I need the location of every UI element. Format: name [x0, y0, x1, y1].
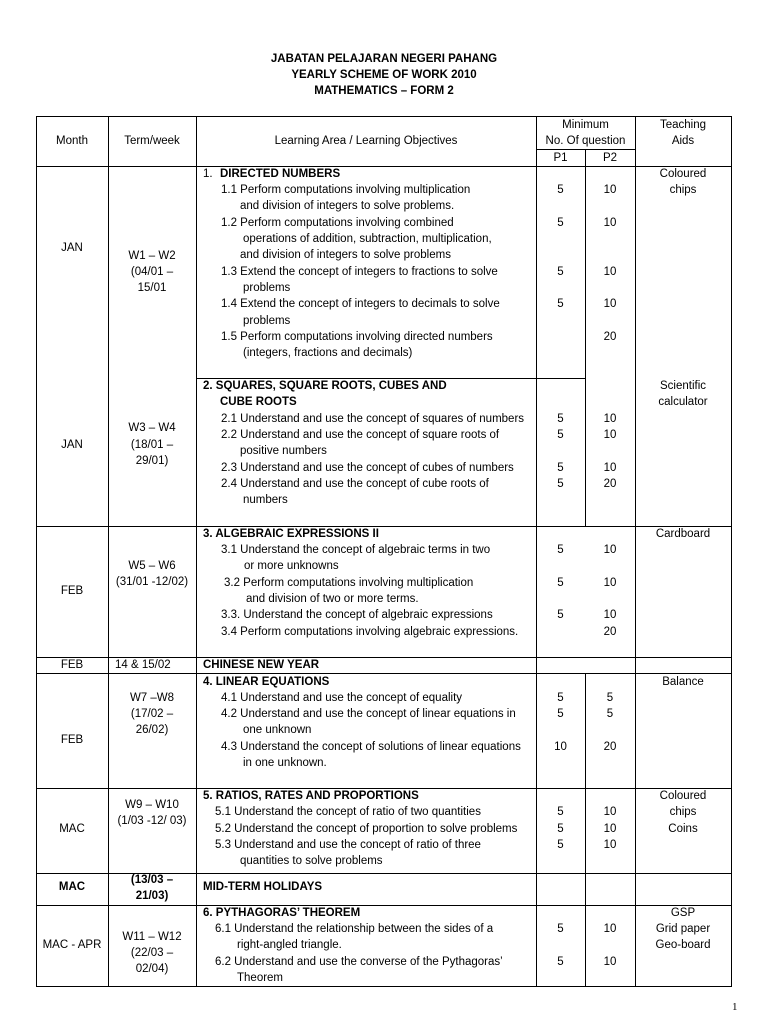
- p2-count: 10: [603, 544, 617, 556]
- row-month: FEB: [60, 585, 84, 597]
- row-week: 21/03): [135, 890, 169, 902]
- p2-count: 20: [603, 478, 617, 490]
- section-title: DIRECTED NUMBERS: [220, 168, 341, 180]
- col-p1: P1: [553, 152, 568, 164]
- row-week: W9 – W10: [125, 799, 179, 811]
- row-week: 29/01): [135, 455, 169, 467]
- p2-count: 5: [606, 692, 614, 704]
- objective-line: in one unknown.: [243, 757, 327, 769]
- objective-line: 2.4 Understand and use the concept of cube roots of: [221, 478, 489, 490]
- p2-count: 10: [603, 577, 617, 589]
- objective-line: 3.2 Perform computations involving multiplication: [224, 577, 474, 589]
- row-week: 14 & 15/02: [115, 659, 171, 671]
- row-week: W5 – W6: [128, 560, 176, 572]
- objective-line: or more unknowns: [244, 560, 339, 572]
- p1-count: 5: [557, 217, 564, 229]
- objective-line: 4.1 Understand and use the concept of equality: [221, 692, 463, 704]
- p1-count: 10: [554, 741, 567, 753]
- p1-count: 5: [557, 708, 564, 720]
- p2-count: 10: [603, 298, 617, 310]
- p2-count: 5: [606, 708, 614, 720]
- teaching-aid: Cardboard: [655, 528, 711, 540]
- p1-count: 5: [557, 692, 564, 704]
- p1-count: 5: [557, 577, 564, 589]
- objective-line: 3.1 Understand the concept of algebraic terms in two: [221, 544, 491, 556]
- row-week: (31/01 -12/02): [115, 576, 189, 588]
- row-week: W11 – W12: [122, 931, 182, 943]
- p1-count: 5: [557, 298, 564, 310]
- p2-count: 10: [603, 217, 617, 229]
- objective-line: 6.2 Understand and use the converse of the Pythagoras’: [215, 956, 503, 968]
- row-week: W7 –W8: [129, 692, 175, 704]
- objective-line: 4.3 Understand the concept of solutions of linear equations: [221, 741, 521, 753]
- col-p2: P2: [602, 152, 618, 164]
- section-title: 2. SQUARES, SQUARE ROOTS, CUBES AND: [203, 380, 447, 392]
- p2-count: 10: [603, 413, 617, 425]
- objective-line: 5.3 Understand and use the concept of ratio of three: [215, 839, 481, 851]
- teaching-aid: Balance: [662, 676, 704, 688]
- objective-line: 3.3. Understand the concept of algebraic expressions: [221, 609, 493, 621]
- p1-count: 5: [557, 184, 564, 196]
- row-week: (1/03 -12/ 03): [117, 815, 187, 827]
- objective-line: 2.1 Understand and use the concept of squares of numbers: [221, 413, 525, 425]
- objective-line: (integers, fractions and decimals): [243, 347, 413, 359]
- teaching-aid: Geo-board: [655, 939, 711, 951]
- p1-count: 5: [557, 266, 564, 278]
- row-week: (17/02 –: [130, 708, 174, 720]
- p1-count: 5: [557, 839, 564, 851]
- section-title: MID-TERM HOLIDAYS: [203, 881, 323, 893]
- teaching-aid: chips: [669, 806, 697, 818]
- row-week: (18/01 –: [130, 439, 174, 451]
- objective-line: right-angled triangle.: [237, 939, 342, 951]
- section-title: 3. ALGEBRAIC EXPRESSIONS II: [203, 528, 379, 540]
- row-month: FEB: [60, 734, 84, 746]
- objective-line: and division of integers to solve problems: [240, 249, 451, 261]
- page-number: 1: [732, 1001, 738, 1013]
- objective-line: and division of two or more terms.: [246, 593, 419, 605]
- doc-title-line3: MATHEMATICS – FORM 2: [314, 85, 454, 97]
- p1-count: 5: [557, 462, 564, 474]
- col-aids-1: Teaching: [659, 119, 707, 131]
- objective-line: and division of integers to solve problems.: [240, 200, 455, 212]
- p1-count: 5: [557, 823, 564, 835]
- objective-line: Theorem: [237, 972, 284, 984]
- p1-count: 5: [557, 413, 564, 425]
- section-title: CUBE ROOTS: [220, 396, 297, 408]
- section-title: 4. LINEAR EQUATIONS: [203, 676, 330, 688]
- row-week: W1 – W2: [128, 250, 176, 262]
- p2-count: 10: [603, 609, 617, 621]
- p2-count: 10: [603, 839, 617, 851]
- objective-line: 1.3 Extend the concept of integers to fractions to solve: [221, 266, 498, 278]
- p2-count: 10: [603, 923, 617, 935]
- teaching-aid: Coloured: [659, 790, 707, 802]
- teaching-aid: chips: [669, 184, 697, 196]
- row-week: 02/04): [135, 963, 169, 975]
- row-week: W3 – W4: [128, 422, 176, 434]
- objective-line: 1.4 Extend the concept of integers to decimals to solve: [221, 298, 500, 310]
- p2-count: 20: [603, 626, 617, 638]
- objective-line: quantities to solve problems: [240, 855, 383, 867]
- p2-count: 20: [603, 331, 617, 343]
- p1-count: 5: [557, 544, 564, 556]
- p2-count: 10: [603, 823, 617, 835]
- objective-line: 1.5 Perform computations involving directed numbers: [221, 331, 493, 343]
- row-month: MAC: [59, 823, 85, 835]
- p1-count: 5: [557, 478, 564, 490]
- doc-title-line2: YEARLY SCHEME OF WORK 2010: [291, 69, 477, 81]
- row-month: JAN: [61, 242, 83, 254]
- col-learning: Learning Area / Learning Objectives: [274, 135, 458, 147]
- p2-count: 10: [603, 184, 617, 196]
- objective-line: operations of addition, subtraction, multiplication,: [243, 233, 492, 245]
- section-title: CHINESE NEW YEAR: [203, 659, 320, 671]
- p2-count: 10: [603, 956, 617, 968]
- row-month: JAN: [61, 439, 83, 451]
- section-title: 6. PYTHAGORAS’ THEOREM: [203, 907, 361, 919]
- teaching-aid: calculator: [658, 396, 708, 408]
- teaching-aid: GSP: [670, 907, 696, 919]
- section-number: 1.: [203, 168, 213, 180]
- objective-line: one unknown: [243, 724, 312, 736]
- row-month: MAC - APR: [42, 939, 102, 951]
- section-title: 5. RATIOS, RATES AND PROPORTIONS: [203, 790, 419, 802]
- teaching-aid: Scientific: [659, 380, 707, 392]
- objective-line: 2.2 Understand and use the concept of square roots of: [221, 429, 500, 441]
- objective-line: 1.1 Perform computations involving multiplication: [221, 184, 471, 196]
- col-minimum-2: No. Of question: [545, 135, 626, 147]
- objective-line: 6.1 Understand the relationship between the sides of a: [215, 923, 494, 935]
- row-week: (22/03 –: [130, 947, 174, 959]
- col-month: Month: [56, 135, 88, 147]
- col-termweek: Term/week: [124, 135, 180, 147]
- p1-count: 5: [557, 956, 564, 968]
- row-week: (13/03 –: [130, 874, 174, 886]
- col-minimum-1: Minimum: [562, 119, 609, 131]
- objective-line: 4.2 Understand and use the concept of linear equations in: [221, 708, 516, 720]
- objective-line: 1.2 Perform computations involving combined: [221, 217, 454, 229]
- p2-count: 20: [603, 741, 617, 753]
- objective-line: 3.4 Perform computations involving algebraic expressions.: [221, 626, 519, 638]
- row-week: 26/02): [135, 724, 169, 736]
- row-week: 15/01: [137, 282, 167, 294]
- p1-count: 5: [557, 429, 564, 441]
- row-month: FEB: [60, 659, 84, 671]
- row-week: (04/01 –: [130, 266, 174, 278]
- row-month: MAC: [58, 881, 86, 893]
- doc-title-line1: JABATAN PELAJARAN NEGERI PAHANG: [270, 53, 498, 65]
- p2-count: 10: [603, 429, 617, 441]
- objective-line: problems: [243, 315, 291, 327]
- teaching-aid: Grid paper: [655, 923, 711, 935]
- teaching-aid: Coloured: [659, 168, 707, 180]
- objective-line: numbers: [243, 494, 288, 506]
- objective-line: 2.3 Understand and use the concept of cubes of numbers: [221, 462, 514, 474]
- objective-line: 5.2 Understand the concept of proportion to solve problems: [215, 823, 518, 835]
- p2-count: 10: [603, 462, 617, 474]
- col-aids-2: Aids: [671, 135, 695, 147]
- p1-count: 5: [557, 806, 564, 818]
- p1-count: 5: [557, 609, 564, 621]
- p2-count: 10: [603, 806, 617, 818]
- objective-line: positive numbers: [240, 445, 327, 457]
- p2-count: 10: [603, 266, 617, 278]
- p1-count: 5: [557, 923, 564, 935]
- teaching-aid: Coins: [668, 823, 698, 835]
- objective-line: problems: [243, 282, 291, 294]
- objective-line: 5.1 Understand the concept of ratio of two quantities: [215, 806, 481, 818]
